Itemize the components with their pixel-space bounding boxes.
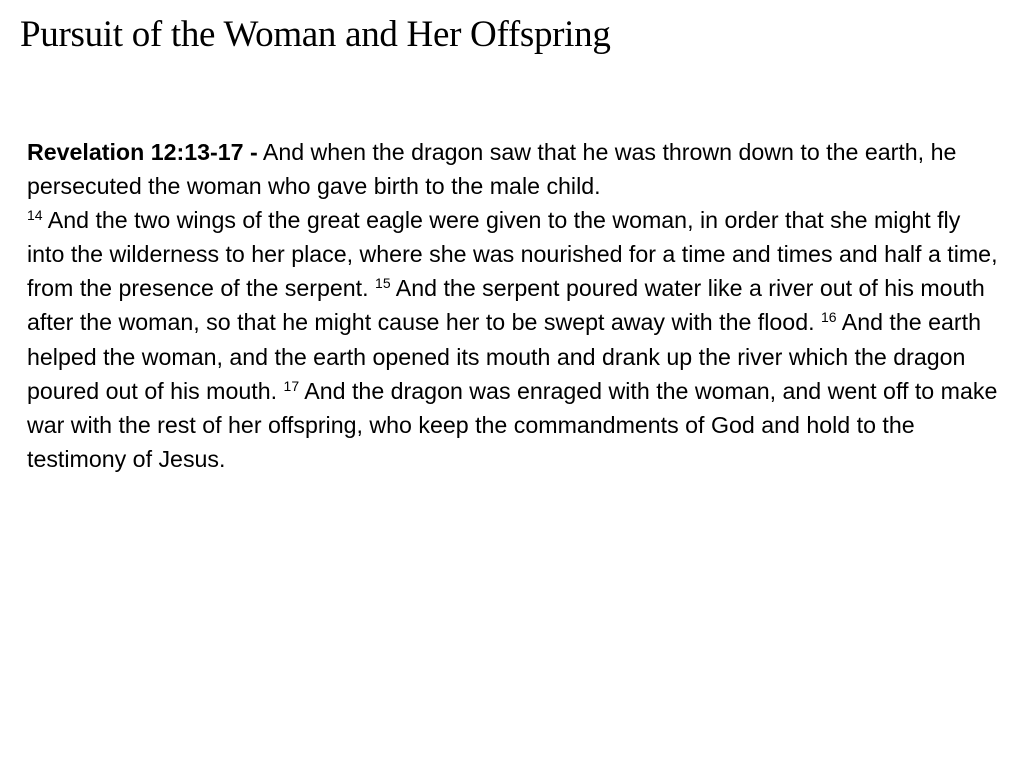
- slide-title: Pursuit of the Woman and Her Offspring: [20, 14, 611, 55]
- verse-16-number: 16: [820, 309, 837, 326]
- verse-13-text: And when the dragon saw that he was thrown down to the earth, he persecuted the woman who gave birth to the male child.: [27, 139, 957, 200]
- verse-16-text: And the earth helped the woman, and the earth opened its mouth and drank up the river which the dragon poured out of his mouth.: [27, 309, 981, 404]
- verse-15-number: 15: [375, 275, 391, 292]
- verse-17-text: And the dragon was enraged with the woman, and went off to make war with the rest of her offspring, who keep the commandments of God and hold to the testimony of Jesus.: [27, 377, 998, 472]
- scripture-reference: Revelation 12:13-17 -: [27, 139, 258, 165]
- scripture-passage: [27, 135, 999, 476]
- verse-15-text: And the serpent poured water like a river out of his mouth after the woman, so that he might cause her to be swept away with the flood.: [27, 275, 985, 336]
- verse-17-number: 17: [283, 377, 300, 394]
- verse-14-text: And the two wings of the great eagle were given to the woman, in order that she might fly into the wilderness to her place, where she was nourished for a time and times and half a time, from the presence of the serpent.: [27, 207, 998, 302]
- verse-14-number: 14: [27, 207, 43, 224]
